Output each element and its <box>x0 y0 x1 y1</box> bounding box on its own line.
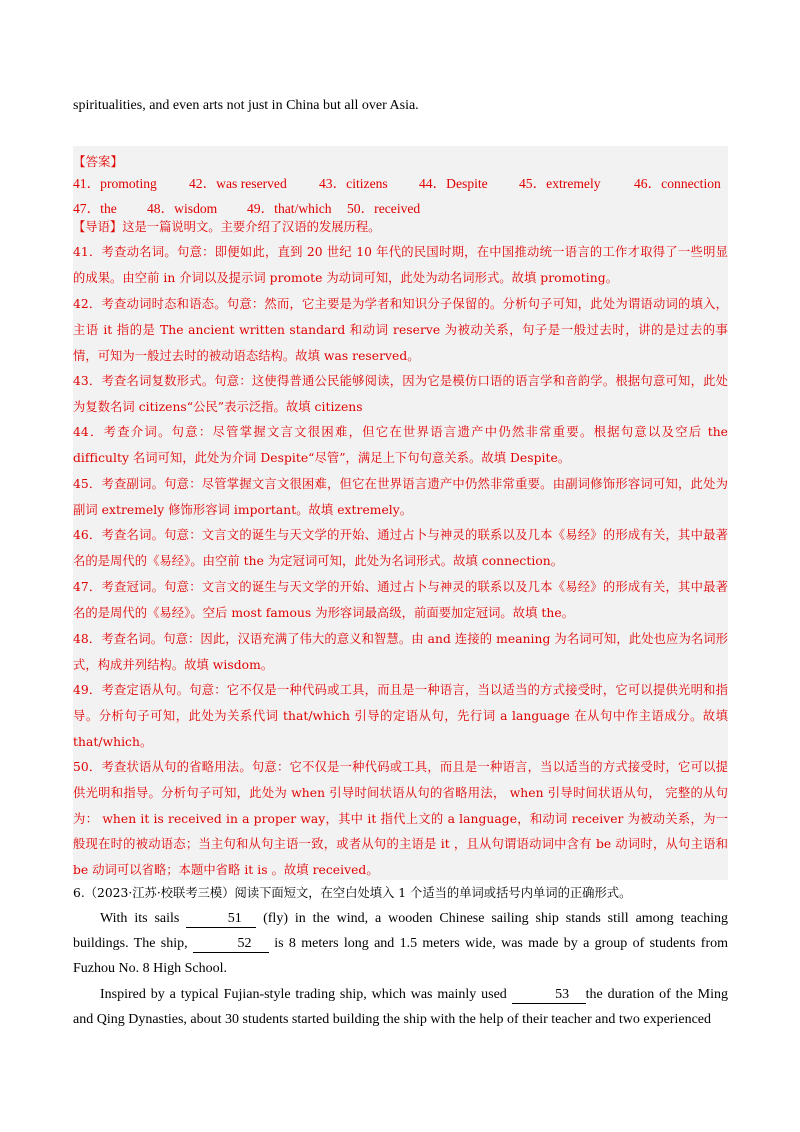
answer-49: 49．that/which <box>247 201 332 216</box>
passage-text: With its sails <box>100 911 180 926</box>
answer-50: 50．received <box>347 201 421 216</box>
guide-text: 【导语】这是一篇说明文。主要介绍了汉语的发展历程。 <box>73 220 381 234</box>
explanation-49: 49．考查定语从句。句意：它不仅是一种代码或工具，而且是一种语言，当以适当的方式接受时，它可以提供光明和指导。分析句子可知，此处为关系代词 that/which 引导的定语从句，先行词 a language 在从句中作主语成分。故填 that/which。 <box>73 683 728 749</box>
passage-text: the duration of the Ming and Qing Dynasties, about 30 students started building the ship with the help of their teacher and two experienced <box>73 987 728 1028</box>
answer-48: 48．wisdom <box>147 201 218 216</box>
explanation-46: 46．考查名词。句意：文言文的诞生与天文学的开始、通过占卜与神灵的联系以及几本《易经》的形成有关，其中最著名的是周代的《易经》。由空前 the 为定冠词可知，此处为名词形式。故填 connection。 <box>73 528 728 568</box>
passage-paragraph-2 <box>73 982 728 1032</box>
answer-44: 44．Despite <box>419 176 488 191</box>
blank-53[interactable]: 53 <box>512 987 586 1004</box>
answer-47: 47．the <box>73 201 117 216</box>
answers-row-2 <box>73 197 728 217</box>
explanation-41: 41．考查动名词。句意：即便如此，直到 20 世纪 10 年代的民国时期，在中国推动统一语言的工作才取得了一些明显的成果。由空前 in 介词以及提示词 promote 为动词可知，此处为动名词形式。故填 promoting。 <box>73 245 728 285</box>
explanation-44: 44．考查介词。句意：尽管掌握文言文很困难，但它在世界语言遗产中仍然非常重要。根据句意以及空后 the difficulty 名词可知，此处为介词 Despite“尽管”，满足上下句句意关系。故填 Despite。 <box>73 425 728 465</box>
explanation-43: 43．考查名词复数形式。句意：这使得普通公民能够阅读，因为它是模仿口语的语言学和音韵学。根据句意可知，此处为复数名词 citizens“公民”表示泛指。故填 citizens <box>73 374 728 414</box>
answer-42: 42．was reserved <box>189 176 287 191</box>
answer-heading: 【答案】 <box>73 154 124 169</box>
explanation-45: 45．考查副词。句意：尽管掌握文言文很困难，但它在世界语言遗产中仍然非常重要。由副词修饰形容词可知，此处为副词 extremely 修饰形容词 important。故填 extremely。 <box>73 477 728 517</box>
answers-row-1 <box>73 172 728 192</box>
explanation-48: 48．考查名词。句意：因此，汉语充满了伟大的意义和智慧。由 and 连接的 meaning 为名词可知，此处也应为名词形式，构成并列结构。故填 wisdom。 <box>73 632 728 672</box>
passage-closing-line: spiritualities, and even arts not just in China but all over Asia. <box>73 98 419 113</box>
passage-text: (fly) in the wind, a wooden Chinese sailing ship stands still among teaching buildings. The ship, <box>73 911 728 952</box>
passage-paragraph-1 <box>73 906 728 982</box>
explanation-42: 42．考查动词时态和语态。句意：然而，它主要是为学者和知识分子保留的。分析句子可知，此处为谓语动词的填入，主语 it 指的是 The ancient written standard 和动词 reserve 为被动关系，句子是一般过去时，讲的是过去的事情，可知为一般过去时的被动语态结构。故填 was reserved。 <box>73 297 728 363</box>
explanation-47: 47．考查冠词。句意：文言文的诞生与天文学的开始、通过占卜与神灵的联系以及几本《易经》的形成有关，其中最著名的是周代的《易经》。空后 most famous 为形容词最高级，前面要加定冠词。故填 the。 <box>73 580 728 620</box>
answer-section <box>73 146 728 880</box>
answer-43: 43．citizens <box>319 176 388 191</box>
answer-45: 45．extremely <box>519 176 601 191</box>
question-6-instructions: 6.（2023·江苏·校联考三模）阅读下面短文，在空白处填入 1 个适当的单词或括号内单词的正确形式。 <box>73 886 632 900</box>
answer-46: 46．connection <box>634 176 721 191</box>
passage-text: is 8 meters long and 1.5 meters wide, was made by a group of students from Fuzhou No. 8 High School. <box>73 936 729 977</box>
answer-41: 41．promoting <box>73 176 157 191</box>
blank-52[interactable]: 52 <box>193 936 269 953</box>
passage-text: Inspired by a typical Fujian-style trading ship, which was mainly used <box>100 987 507 1002</box>
explanation-50: 50．考查状语从句的省略用法。句意：它不仅是一种代码或工具，而且是一种语言，当以适当的方式接受时，它可以提供光明和指导。分析句子可知，此处为 when 引导时间状语从句的省略用法， when 引导时间状语从句， 完整的从句为： when it is received in a proper way，其中 it 指代上文的 a language，和动词 receiver 为被动关系，为一般现在时的被动语态；当主句和从句主语一致，或者从句的主语是 it ，且从句谓语动词中含有 be 动词时，从句主语和 be 动词可以省略；本题中省略 it is 。故填 received。 <box>73 760 728 878</box>
blank-51[interactable]: 51 <box>186 911 256 928</box>
